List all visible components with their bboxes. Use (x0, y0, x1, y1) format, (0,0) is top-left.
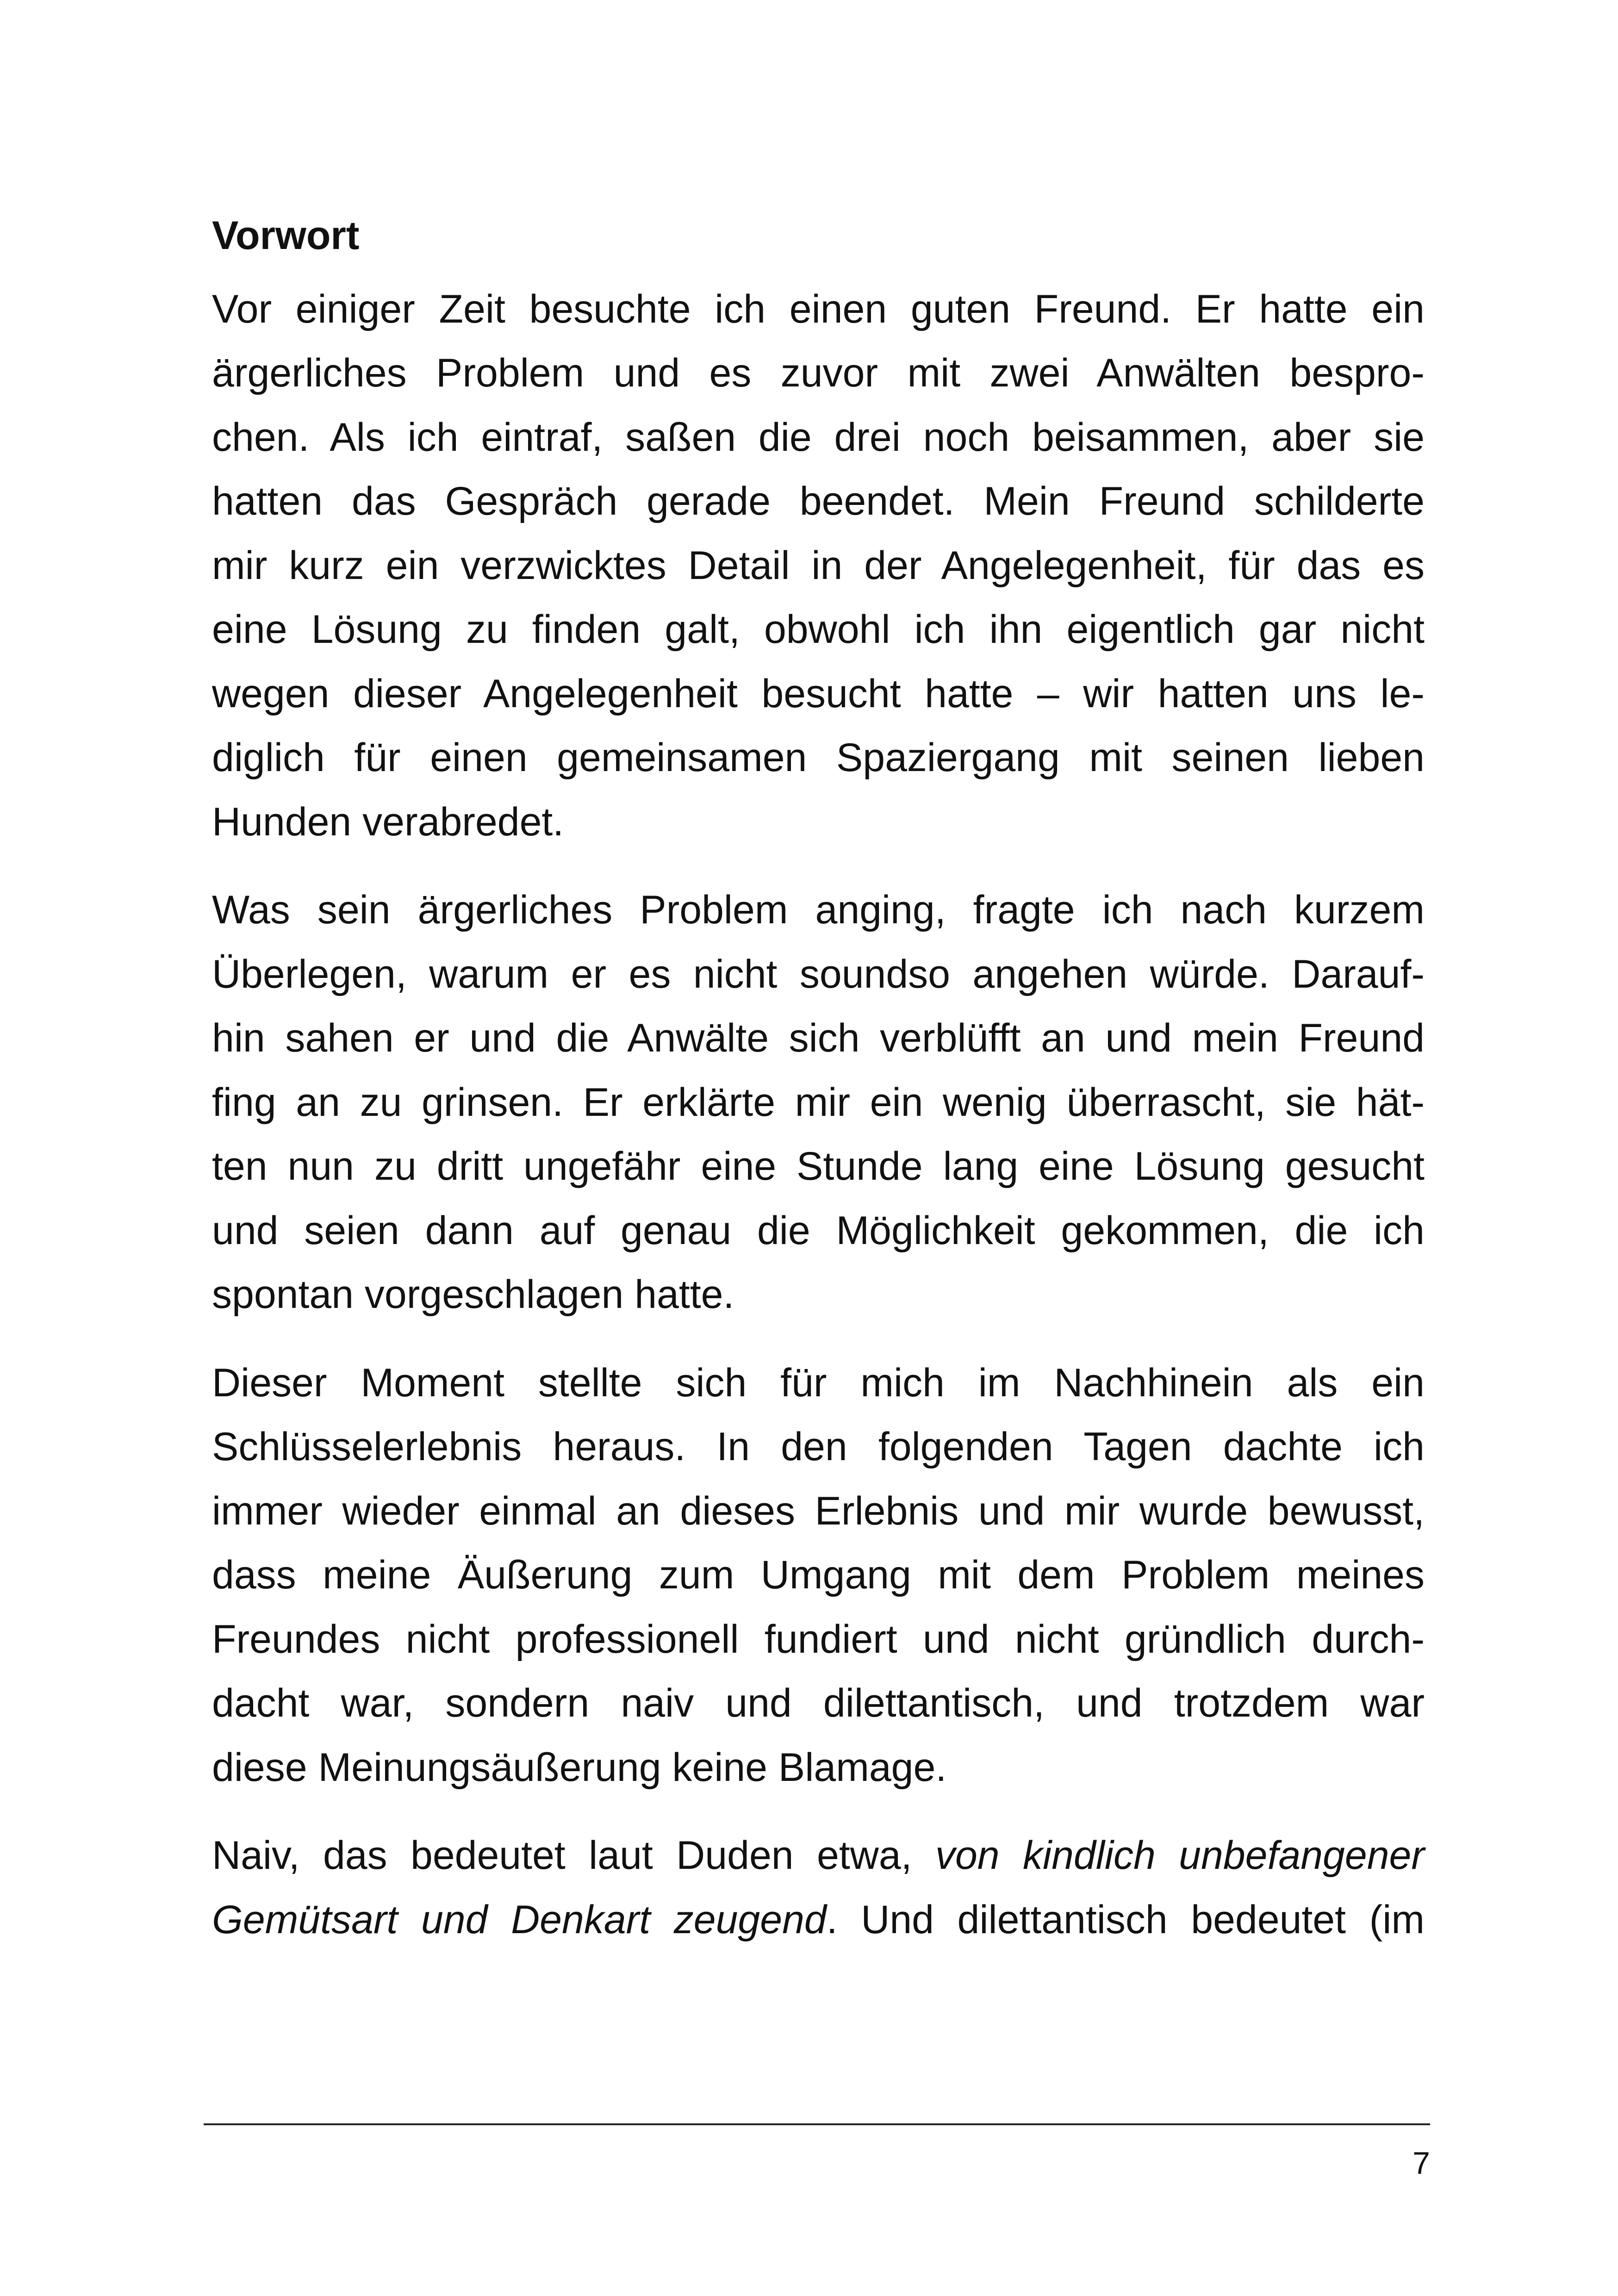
text-line: dacht war, sondern naiv und dilettantisch, und trotzdem war (212, 1681, 1425, 1725)
page-content (212, 204, 1425, 1976)
text-line: diglich für einen gemeinsamen Spaziergang mit seinen lieben (212, 735, 1425, 780)
text-line: Freundes nicht professionell fundiert und nicht gründlich durch- (212, 1617, 1425, 1661)
text-line (212, 1823, 1425, 1888)
paragraph-1 (212, 277, 1425, 854)
text-line: hin sahen er und die Anwälte sich verblüfft an und mein Freund (212, 1016, 1425, 1060)
text-line: eine Lösung zu finden galt, obwohl ich ihn eigentlich gar nicht (212, 607, 1425, 652)
text-line: Schlüsselerlebnis heraus. In den folgenden Tagen dachte ich (212, 1425, 1425, 1469)
page-number: 7 (1413, 2146, 1430, 2181)
text-line: ten nun zu dritt ungefähr eine Stunde lang eine Lösung gesucht (212, 1144, 1425, 1188)
paragraph-3 (212, 1351, 1425, 1800)
text-line (212, 1888, 1425, 1952)
italic-quote: Gemütsart und Denkart zeugend (212, 1897, 827, 1942)
italic-quote: von kindlich unbefangener (935, 1833, 1425, 1878)
text-line: Dieser Moment stellte sich für mich im Nachhinein als ein (212, 1360, 1425, 1405)
text-run: . Und dilettantisch bedeutet (im (826, 1897, 1425, 1942)
text-line: Was sein ärgerliches Problem anging, fragte ich nach kurzem (212, 888, 1425, 932)
text-line: ärgerliches Problem und es zuvor mit zwei Anwälten bespro- (212, 351, 1425, 395)
text-line: hatten das Gespräch gerade beendet. Mein Freund schilderte (212, 479, 1425, 523)
text-line: und seien dann auf genau die Möglichkeit gekommen, die ich (212, 1208, 1425, 1253)
text-line: chen. Als ich eintraf, saßen die drei noch beisammen, aber sie (212, 415, 1425, 460)
text-line: dass meine Äußerung zum Umgang mit dem Problem meines (212, 1553, 1425, 1597)
text-line: diese Meinungsäußerung keine Blamage. (212, 1745, 947, 1790)
text-line: immer wieder einmal an dieses Erlebnis und mir wurde bewusst, (212, 1488, 1425, 1533)
text-line: Hunden verabredet. (212, 799, 564, 844)
text-line: wegen dieser Angelegenheit besucht hatte – wir hatten uns le- (212, 671, 1425, 716)
footer-divider (204, 2123, 1430, 2125)
text-line: fing an zu grinsen. Er erklärte mir ein wenig überrascht, sie hät- (212, 1080, 1425, 1125)
section-heading: Vorwort (212, 213, 360, 258)
text-line: mir kurz ein verzwicktes Detail in der Angelegenheit, für das es (212, 543, 1425, 588)
paragraph-2 (212, 878, 1425, 1327)
text-line: Überlegen, warum er es nicht soundso angehen würde. Darauf- (212, 952, 1425, 996)
text-line: spontan vorgeschlagen hatte. (212, 1272, 734, 1317)
paragraph-4 (212, 1823, 1425, 1952)
text-line: Vor einiger Zeit besuchte ich einen guten Freund. Er hatte ein (212, 286, 1425, 331)
text-run: Naiv, das bedeutet laut Duden etwa, (212, 1833, 935, 1878)
